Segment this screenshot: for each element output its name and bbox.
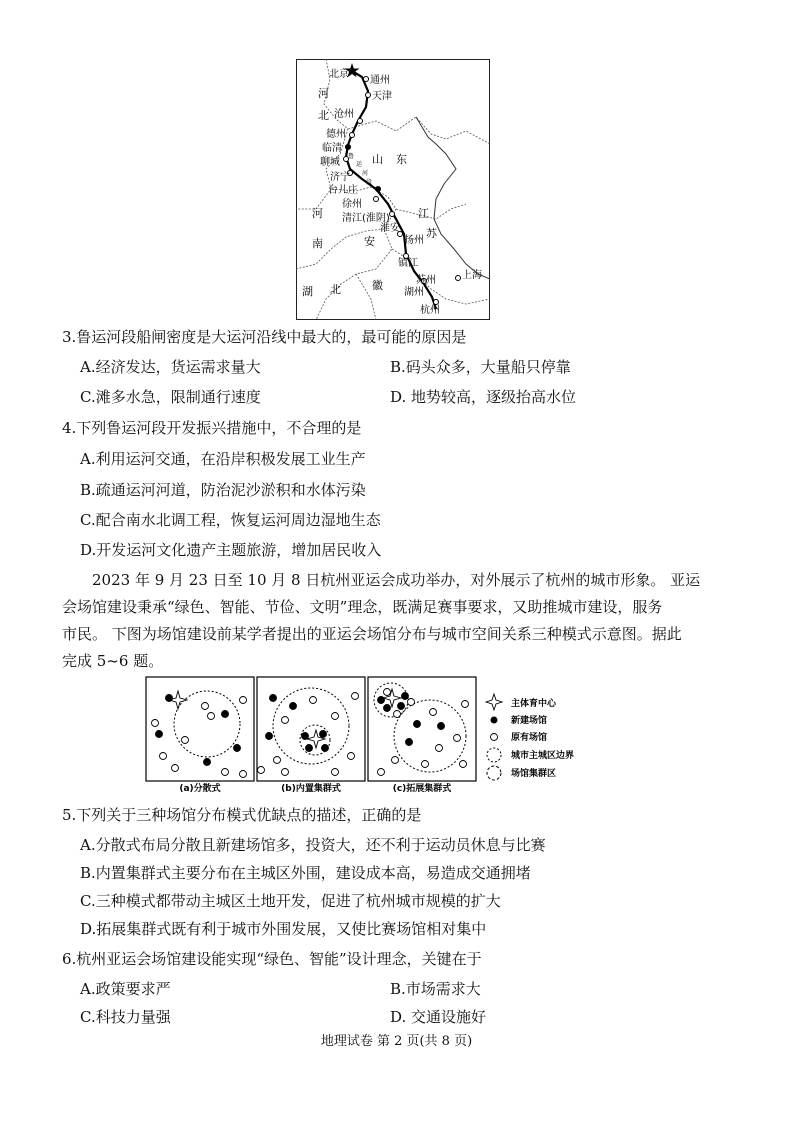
region-dong: 东	[396, 153, 407, 166]
q4-stem: 4.下列鲁运河段开发振兴措施中，不合理的是	[62, 419, 362, 437]
label-yangzhou: 扬州	[404, 235, 424, 246]
region-he2: 河	[312, 207, 323, 220]
q3-option-a[interactable]: A.经济发达，货运需求量大	[80, 358, 261, 376]
legend-new-venue-icon	[491, 717, 498, 724]
region-an: 安	[364, 235, 375, 248]
q3-option-c[interactable]: C.滩多水急，限制通行速度	[80, 388, 261, 406]
region-bei1: 北	[318, 109, 329, 122]
q6-stem: 6.杭州亚运会场馆建设能实现“绿色、智能”设计理念，关键在于	[62, 950, 482, 968]
q5-option-a[interactable]: A.分散式布局分散且新建场馆多，投资大，还不利于运动员休息与比赛	[80, 836, 546, 854]
region-hu: 湖	[302, 285, 313, 298]
legend-main-center-icon	[486, 694, 502, 710]
label-tongzhou: 通州	[370, 75, 390, 86]
legend-border-icon	[487, 748, 501, 762]
legend-main-label: 主体育中心	[511, 699, 557, 709]
q6-option-d[interactable]: D. 交通设施好	[390, 1008, 487, 1026]
region-he1: 河	[318, 87, 329, 100]
q6-option-b[interactable]: B.市场需求大	[390, 980, 481, 998]
label-huaian: 淮安	[380, 223, 400, 234]
q3-option-b[interactable]: B.码头众多，大量船只停靠	[390, 358, 571, 376]
label-zhenjiang: 镇江	[398, 258, 418, 269]
label-liaocheng: 聊城	[320, 157, 340, 168]
label-taierzhuang: 台儿庄	[328, 185, 358, 196]
q4-option-d[interactable]: D.开发运河文化遗产主题旅游，增加居民收入	[80, 541, 382, 559]
q6-option-c[interactable]: C.科技力量强	[80, 1008, 171, 1026]
label-beijing: 北京	[329, 69, 349, 80]
label-suzhou: 苏州	[416, 275, 436, 286]
q4-option-c[interactable]: C.配合南水北调工程，恢复运河周边湿地生态	[80, 511, 381, 529]
label-tianjin: 天津	[372, 91, 392, 102]
region-bei2: 北	[330, 283, 341, 296]
legend-cluster-icon	[487, 766, 501, 780]
legend-border-label: 城市主城区边界	[511, 751, 575, 761]
intro-line-3: 市民。 下图为场馆建设前某学者提出的亚运会场馆分布与城市空间关系三种模式示意图。据此	[62, 625, 682, 643]
intro-line-1: 2023 年 9 月 23 日至 10 月 8 日杭州亚运会成功举办，对外展示了杭州的城市形象。 亚运	[92, 571, 701, 589]
small-yun: 运	[356, 161, 363, 168]
label-dezhou: 德州	[326, 129, 346, 140]
q5-option-c[interactable]: C.三种模式都带动主城区土地开发，促进了杭州城市规模的扩大	[80, 892, 501, 910]
q6-option-a[interactable]: A.政策要求严	[80, 980, 171, 998]
diagram-legend	[486, 694, 574, 780]
legend-old-venue-icon	[491, 734, 498, 741]
q5-option-d[interactable]: D.拓展集群式既有利于城市外围发展，又使比赛场馆相对集中	[80, 920, 487, 938]
small-lu: 鲁	[348, 153, 355, 160]
region-su: 苏	[426, 227, 437, 240]
label-jining: 济宁	[330, 172, 350, 183]
region-jiang: 江	[418, 207, 429, 220]
legend-old-label: 原有场馆	[511, 733, 548, 743]
label-xuzhou: 徐州	[342, 199, 362, 210]
region-shan: 山	[372, 153, 383, 166]
panel-a-label: (a)分散式	[179, 784, 221, 794]
intro-line-2: 会场馆建设秉承“绿色、智能、节俭、文明”理念，既满足赛事要求，又助推城市建设，服务	[62, 598, 663, 616]
q3-stem: 3.鲁运河段船闸密度是大运河沿线中最大的，最可能的原因是	[62, 328, 467, 346]
small-he: 河	[362, 170, 369, 177]
label-linqing: 临清	[322, 143, 342, 154]
label-qingjiang: 清江(淮阴)	[342, 213, 390, 224]
label-cangzhou: 沧州	[334, 109, 354, 120]
q5-stem: 5.下列关于三种场馆分布模式优缺点的描述，正确的是	[62, 806, 422, 824]
panel-b-label: (b)内置集群式	[281, 784, 341, 794]
label-huzhou: 湖州	[404, 287, 424, 298]
small-duan: 段	[366, 179, 373, 186]
region-nan: 南	[312, 237, 323, 250]
legend-cluster-label: 场馆集群区	[511, 769, 557, 779]
legend-new-label: 新建场馆	[511, 716, 548, 726]
intro-line-4: 完成 5~6 题。	[62, 652, 164, 670]
q4-option-a[interactable]: A.利用运河交通，在沿岸积极发展工业生产	[80, 450, 366, 468]
page-footer: 地理试卷 第 2 页(共 8 页)	[320, 1034, 473, 1049]
grand-canal-map	[296, 59, 490, 320]
q5-option-b[interactable]: B.内置集群式主要分布在主城区外围，建设成本高，易造成交通拥堵	[80, 864, 531, 882]
region-hui: 徽	[372, 279, 383, 292]
venue-pattern-diagram	[145, 676, 585, 794]
q4-option-b[interactable]: B.疏通运河河道，防治泥沙淤积和水体污染	[80, 481, 366, 499]
q3-option-d[interactable]: D. 地势较高，逐级抬高水位	[390, 388, 577, 406]
label-hangzhou: 杭州	[420, 305, 440, 316]
panel-c-label: (c)拓展集群式	[392, 784, 452, 794]
label-shanghai: 上海	[462, 270, 482, 281]
